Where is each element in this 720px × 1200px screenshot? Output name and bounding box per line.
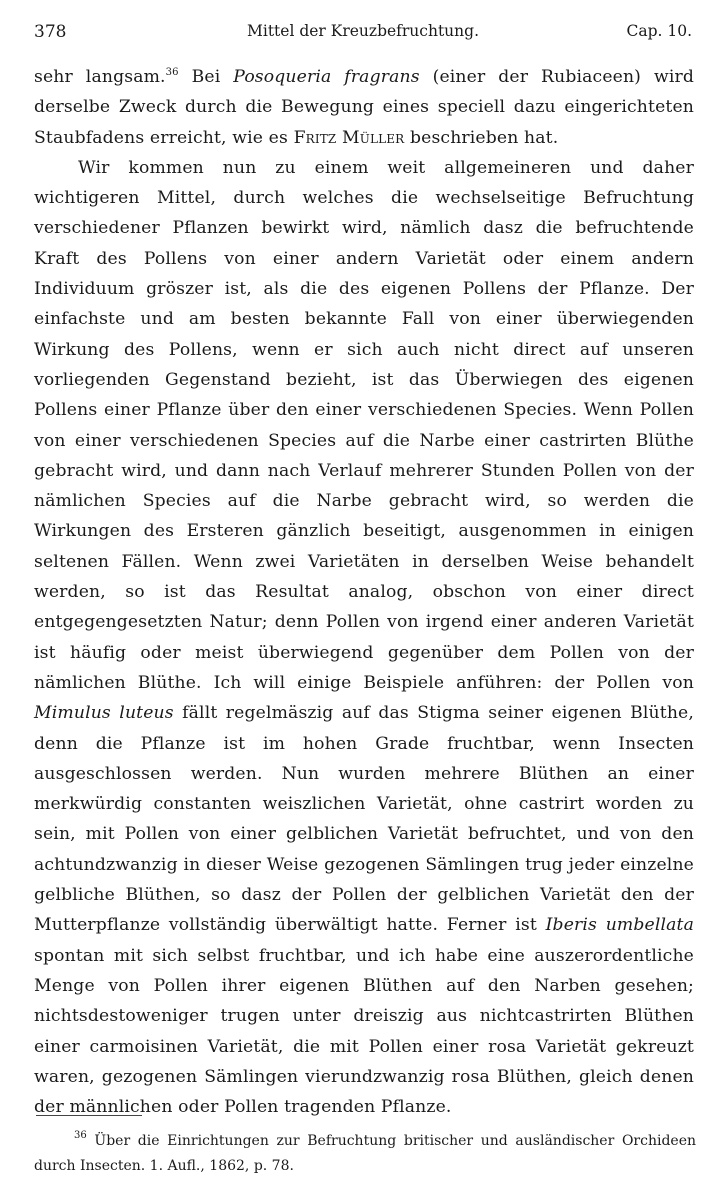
footnote-text: Über die Einrichtungen zur Befruchtung britischer und ausländischer Orchideen durch Insecten. 1. Aufl., 1862, p. 78. <box>34 1133 696 1174</box>
chapter-label: Cap. 10. <box>626 22 692 40</box>
footnote-divider <box>36 1115 142 1116</box>
footnote-number: 36 <box>74 1130 87 1141</box>
running-header <box>34 22 692 48</box>
page-number: 378 <box>34 22 67 42</box>
species-name: Posoqueria fragrans <box>233 67 420 87</box>
footnote-reference: 36 <box>165 67 179 78</box>
species-name: Mimulus luteus <box>34 703 174 724</box>
paragraph-1: sehr langsam.$^{36}$ Bei Posoqueria fragrans (einer der Rubiaceen) wird derselbe Zweck durch die Bewegung eines speciell dazu eingerichteten Staubfadens erreicht, wie es Fritz Müller beschrieben hat. <box>34 67 694 148</box>
footnote <box>34 1129 696 1179</box>
paragraph-2: Wir kommen nun zu einem weit allgemeineren und daher wichtigeren Mittel, durch welches die wechselseitige Befruchtung verschiedener Pflanzen bewirkt wird, nämlich dasz die befruchtende Kraft des Pollens von einer andern Varietät oder einem andern Individuum gröszer ist, als die des eigenen Pollens der Pflanze. Der einfachste und am besten bekannte Fall von einer überwiegenden Wirkung des Pollens, wenn er sich auch nicht direct auf unseren vorliegenden Gegenstand bezieht, ist das Überwiegen des eigenen Pollens einer Pflanze über den einer verschiedenen Species. Wenn Pollen von einer verschiedenen Species auf die Narbe einer castrirten Blüthe gebracht wird, und dann nach Verlauf mehrerer Stunden Pollen von der nämlichen Species auf die Narbe gebracht wird, so werden die Wirkungen des Ersteren gänzlich beseitigt, ausgenommen in einigen seltenen Fällen. Wenn zwei Varietäten in derselben Weise behandelt werden, so ist das Resultat analog, obschon von einer direct entgegengesetzten Natur; denn Pollen von irgend einer anderen Varietät ist häufig oder meist überwiegend gegenüber dem Pollen von der nämlichen Blüthe. Ich will einige Beispiele anführen: der Pollen von Mimulus luteus fällt regelmäszig auf das Stigma seiner eigenen Blüthe, denn die Pflanze ist im hohen Grade fruchtbar, wenn Insecten ausgeschlossen werden. Nun wurden mehrere Blüthen an einer merkwürdig constanten weiszlichen Varietät, ohne castrirt worden zu sein, mit Pollen von einer gelblichen Varietät befruchtet, und von den achtundzwanzig in dieser Weise gezogenen Sämlingen trug jeder einzelne gelbliche Blüthen, so dasz der Pollen der gelblichen Varietät den der Mutterpflanze vollständig überwältigt hatte. Ferner ist Iberis umbellata spontan mit sich selbst fruchtbar, und ich habe eine auszerordentliche Menge von Pollen ihrer eigenen Blüthen auf den Narben gesehen; nichtsdestoweniger trugen unter dreiszig aus nichtcastrirten Blüthen einer carmoisinen Varietät, die mit Pollen einer rosa Varietät gekreuzt waren, gezogenen Sämlingen vierundzwanzig rosa Blüthen, gleich denen der männlichen oder Pollen tragenden Pflanze. <box>34 157 694 1118</box>
species-name: Iberis umbellata <box>545 915 694 936</box>
body-text <box>34 62 694 1122</box>
running-title: Mittel der Kreuzbefruchtung. <box>246 22 479 40</box>
author-name: Fritz Müller <box>293 127 405 148</box>
